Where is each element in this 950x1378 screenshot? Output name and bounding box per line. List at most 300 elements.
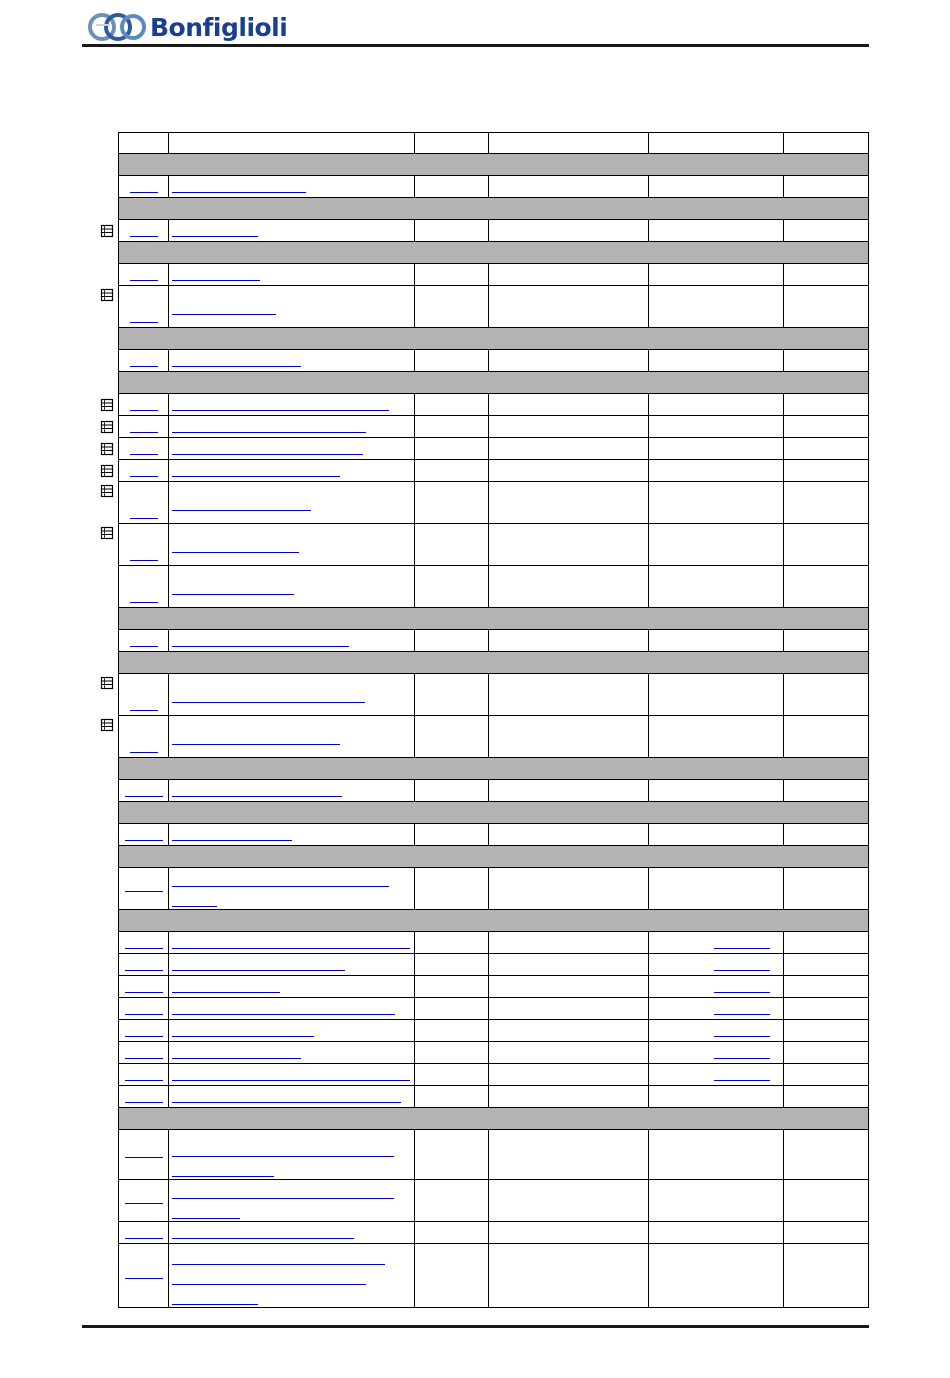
- table-row: [118, 286, 869, 328]
- table-cell: [119, 566, 169, 607]
- table-cell: [649, 932, 784, 953]
- table-cell: [415, 1180, 489, 1221]
- parameter-number-link[interactable]: [130, 280, 158, 281]
- table-cell: [649, 1064, 784, 1085]
- table-cell: [489, 976, 649, 997]
- table-cell: [489, 1244, 649, 1307]
- parameter-name-link[interactable]: [172, 1176, 274, 1177]
- table-cell: [784, 954, 869, 975]
- table-row: [118, 220, 869, 242]
- setting-reference-link[interactable]: [714, 970, 770, 971]
- table-header-row: [118, 132, 869, 154]
- table-cell: [169, 976, 415, 997]
- bonfiglioli-logo-icon: [88, 11, 146, 43]
- parameter-number-link[interactable]: [130, 432, 158, 433]
- table-cell: [119, 954, 169, 975]
- table-cell: [169, 394, 415, 415]
- table-cell: [169, 438, 415, 459]
- table-cell: [784, 1222, 869, 1243]
- table-row: [118, 416, 869, 438]
- parameter-number-link[interactable]: [125, 1102, 163, 1103]
- parameter-number-link[interactable]: [125, 992, 163, 993]
- table-cell: [489, 566, 649, 607]
- parameter-number-link[interactable]: [130, 236, 158, 237]
- parameter-number-link[interactable]: [130, 646, 158, 647]
- parameter-name-link[interactable]: [172, 432, 366, 433]
- table-cell: [415, 1130, 489, 1179]
- table-cell: [415, 1020, 489, 1041]
- parameter-name-link[interactable]: [172, 1238, 354, 1239]
- table-cell: [119, 524, 169, 565]
- parameter-number-link[interactable]: [125, 1278, 163, 1279]
- parameter-name-link[interactable]: [172, 314, 276, 315]
- table-cell: [415, 932, 489, 953]
- table-cell: [119, 133, 169, 153]
- table-cell: [415, 394, 489, 415]
- table-cell: [649, 416, 784, 437]
- table-cell: [784, 976, 869, 997]
- table-cell: [489, 286, 649, 327]
- parameter-name-link[interactable]: [172, 1036, 314, 1037]
- table-cell: [489, 824, 649, 845]
- table-cell: [489, 176, 649, 197]
- parameter-name-link[interactable]: [172, 992, 280, 993]
- parameter-number-link[interactable]: [125, 796, 163, 797]
- parameter-number-link[interactable]: [130, 192, 158, 193]
- table-cell: [169, 1130, 415, 1179]
- table-cell: [489, 1064, 649, 1085]
- table-cell: [169, 1086, 415, 1107]
- parameter-name-link[interactable]: [172, 510, 311, 511]
- table-cell: [119, 1086, 169, 1107]
- table-cell: [119, 1020, 169, 1041]
- table-group-row: [118, 154, 869, 176]
- table-group-row: [118, 652, 869, 674]
- setting-reference-link[interactable]: [714, 992, 770, 993]
- parameter-name-link[interactable]: [172, 1156, 394, 1157]
- table-row: [118, 524, 869, 566]
- setting-reference-link[interactable]: [714, 948, 770, 949]
- table-cell: [649, 1222, 784, 1243]
- data-set-icon: [100, 420, 114, 434]
- parameter-name-link[interactable]: [172, 1284, 366, 1285]
- table-cell: [489, 932, 649, 953]
- data-set-icon: [100, 224, 114, 238]
- table-cell: [169, 133, 415, 153]
- table-cell: [119, 932, 169, 953]
- parameter-name-link[interactable]: [172, 906, 217, 907]
- table-cell: [415, 286, 489, 327]
- table-cell: [169, 932, 415, 953]
- table-group-row: [118, 198, 869, 220]
- table-cell: [489, 954, 649, 975]
- table-cell: [784, 482, 869, 523]
- table-group-row: [118, 608, 869, 630]
- table-cell: [169, 1244, 415, 1307]
- brand-logo: [88, 10, 287, 44]
- table-cell: [489, 438, 649, 459]
- table-cell: [415, 630, 489, 651]
- parameter-name-link[interactable]: [172, 476, 340, 477]
- parameter-table: [118, 132, 869, 1308]
- table-row: [118, 868, 869, 910]
- table-cell: [119, 350, 169, 371]
- parameter-name-link[interactable]: [172, 796, 342, 797]
- table-cell: [489, 630, 649, 651]
- parameter-number-link[interactable]: [130, 476, 158, 477]
- table-cell: [415, 482, 489, 523]
- table-cell: [489, 220, 649, 241]
- table-cell: [784, 780, 869, 801]
- table-row: [118, 176, 869, 198]
- table-cell: [415, 220, 489, 241]
- table-group-row: [118, 758, 869, 780]
- table-cell: [649, 264, 784, 285]
- data-set-icon: [100, 526, 114, 540]
- table-row: [118, 482, 869, 524]
- table-cell: [415, 674, 489, 715]
- table-row: [118, 716, 869, 758]
- table-row: [118, 954, 869, 976]
- table-cell: [784, 824, 869, 845]
- table-cell: [119, 780, 169, 801]
- table-row: [118, 1130, 869, 1180]
- table-cell: [489, 524, 649, 565]
- table-group-row: [118, 242, 869, 264]
- parameter-number-link[interactable]: [125, 948, 163, 949]
- parameter-number-link[interactable]: [125, 1203, 163, 1204]
- table-cell: [169, 1064, 415, 1085]
- table-cell: [784, 438, 869, 459]
- table-cell: [169, 1180, 415, 1221]
- table-cell: [784, 998, 869, 1019]
- table-cell: [169, 286, 415, 327]
- table-cell: [119, 460, 169, 481]
- table-cell: [119, 998, 169, 1019]
- brand-name: Bonfiglioli: [150, 12, 288, 42]
- data-set-icon: [100, 288, 114, 302]
- parameter-number-link[interactable]: [125, 970, 163, 971]
- table-cell: [784, 416, 869, 437]
- table-cell: [649, 976, 784, 997]
- setting-reference-link[interactable]: [714, 1058, 770, 1059]
- table-cell: [784, 674, 869, 715]
- table-cell: [649, 438, 784, 459]
- table-cell: [169, 1042, 415, 1063]
- parameter-number-link[interactable]: [125, 1080, 163, 1081]
- table-cell: [119, 674, 169, 715]
- parameter-number-link[interactable]: [130, 454, 158, 455]
- table-cell: [169, 416, 415, 437]
- parameter-name-link[interactable]: [172, 840, 292, 841]
- setting-reference-link[interactable]: [714, 1080, 770, 1081]
- table-cell: [169, 350, 415, 371]
- data-set-icon: [100, 484, 114, 498]
- table-cell: [649, 566, 784, 607]
- table-cell: [489, 416, 649, 437]
- header-rule: [82, 44, 869, 47]
- table-cell: [489, 1042, 649, 1063]
- table-row: [118, 394, 869, 416]
- table-row: [118, 460, 869, 482]
- table-cell: [119, 1180, 169, 1221]
- parameter-name-link[interactable]: [172, 1264, 385, 1265]
- table-cell: [169, 1222, 415, 1243]
- table-row: [118, 1020, 869, 1042]
- data-set-icon: [100, 718, 114, 732]
- parameter-name-link[interactable]: [172, 410, 389, 411]
- table-cell: [489, 482, 649, 523]
- table-cell: [169, 868, 415, 909]
- table-cell: [415, 460, 489, 481]
- table-cell: [649, 954, 784, 975]
- table-cell: [119, 482, 169, 523]
- table-row: [118, 566, 869, 608]
- table-cell: [169, 176, 415, 197]
- table-cell: [649, 1042, 784, 1063]
- table-cell: [415, 566, 489, 607]
- table-cell: [415, 1222, 489, 1243]
- table-cell: [784, 350, 869, 371]
- table-cell: [119, 1042, 169, 1063]
- table-cell: [119, 220, 169, 241]
- footer-rule: [82, 1325, 869, 1328]
- table-cell: [784, 220, 869, 241]
- setting-reference-link[interactable]: [714, 1036, 770, 1037]
- table-cell: [649, 460, 784, 481]
- table-cell: [784, 286, 869, 327]
- table-row: [118, 998, 869, 1020]
- table-cell: [784, 868, 869, 909]
- table-row: [118, 674, 869, 716]
- table-cell: [169, 220, 415, 241]
- data-set-icon: [100, 398, 114, 412]
- parameter-name-link[interactable]: [172, 1218, 240, 1219]
- parameter-name-link[interactable]: [172, 366, 301, 367]
- data-set-icon: [100, 676, 114, 690]
- table-group-row: [118, 802, 869, 824]
- table-cell: [489, 264, 649, 285]
- table-cell: [649, 674, 784, 715]
- parameter-number-link[interactable]: [125, 1238, 163, 1239]
- table-cell: [119, 630, 169, 651]
- parameter-name-link[interactable]: [172, 552, 299, 553]
- table-cell: [784, 1042, 869, 1063]
- table-cell: [169, 566, 415, 607]
- table-cell: [649, 998, 784, 1019]
- table-cell: [649, 394, 784, 415]
- table-cell: [169, 780, 415, 801]
- table-cell: [649, 1180, 784, 1221]
- table-cell: [415, 524, 489, 565]
- table-row: [118, 1064, 869, 1086]
- parameter-name-link[interactable]: [172, 236, 258, 237]
- table-cell: [169, 630, 415, 651]
- table-cell: [489, 394, 649, 415]
- table-cell: [119, 1222, 169, 1243]
- table-row: [118, 630, 869, 652]
- table-cell: [169, 482, 415, 523]
- parameter-name-link[interactable]: [172, 948, 410, 949]
- table-cell: [784, 524, 869, 565]
- table-cell: [415, 438, 489, 459]
- table-cell: [784, 932, 869, 953]
- parameter-number-link[interactable]: [130, 710, 158, 711]
- parameter-name-link[interactable]: [172, 1014, 395, 1015]
- table-cell: [784, 394, 869, 415]
- table-cell: [169, 264, 415, 285]
- table-cell: [119, 1244, 169, 1307]
- table-cell: [169, 824, 415, 845]
- table-cell: [415, 350, 489, 371]
- table-cell: [649, 176, 784, 197]
- parameter-number-link[interactable]: [130, 602, 158, 603]
- table-row: [118, 1042, 869, 1064]
- parameter-number-link[interactable]: [125, 1058, 163, 1059]
- table-cell: [489, 460, 649, 481]
- parameter-number-link[interactable]: [130, 752, 158, 753]
- table-cell: [119, 976, 169, 997]
- table-row: [118, 824, 869, 846]
- table-cell: [119, 416, 169, 437]
- table-cell: [119, 716, 169, 757]
- table-cell: [784, 176, 869, 197]
- table-cell: [169, 998, 415, 1019]
- table-row: [118, 350, 869, 372]
- table-cell: [649, 1130, 784, 1179]
- table-cell: [649, 1020, 784, 1041]
- table-cell: [415, 1064, 489, 1085]
- table-cell: [489, 1020, 649, 1041]
- data-set-icon: [100, 442, 114, 456]
- table-cell: [119, 868, 169, 909]
- table-cell: [784, 1064, 869, 1085]
- table-cell: [169, 954, 415, 975]
- table-cell: [415, 133, 489, 153]
- parameter-name-link[interactable]: [172, 886, 389, 887]
- parameter-number-link[interactable]: [125, 840, 163, 841]
- parameter-number-link[interactable]: [125, 891, 163, 892]
- parameter-name-link[interactable]: [172, 280, 260, 281]
- table-cell: [415, 1086, 489, 1107]
- table-cell: [649, 350, 784, 371]
- table-group-row: [118, 1108, 869, 1130]
- table-cell: [415, 176, 489, 197]
- parameter-name-link[interactable]: [172, 744, 340, 745]
- table-group-row: [118, 910, 869, 932]
- parameter-number-link[interactable]: [125, 1014, 163, 1015]
- table-group-row: [118, 328, 869, 350]
- table-cell: [489, 1130, 649, 1179]
- table-cell: [415, 998, 489, 1019]
- parameter-number-link[interactable]: [130, 410, 158, 411]
- table-cell: [649, 780, 784, 801]
- table-cell: [649, 868, 784, 909]
- table-cell: [489, 133, 649, 153]
- table-cell: [169, 1020, 415, 1041]
- data-set-icon: [100, 464, 114, 478]
- table-cell: [489, 674, 649, 715]
- parameter-number-link[interactable]: [130, 322, 158, 323]
- table-cell: [784, 1020, 869, 1041]
- table-cell: [784, 1086, 869, 1107]
- table-row: [118, 1244, 869, 1308]
- table-cell: [169, 524, 415, 565]
- parameter-name-link[interactable]: [172, 970, 345, 971]
- table-cell: [415, 264, 489, 285]
- table-cell: [119, 1130, 169, 1179]
- table-cell: [415, 416, 489, 437]
- table-cell: [489, 716, 649, 757]
- table-row: [118, 1222, 869, 1244]
- parameter-name-link[interactable]: [172, 1304, 258, 1305]
- table-row: [118, 780, 869, 802]
- table-cell: [119, 176, 169, 197]
- table-cell: [415, 1244, 489, 1307]
- table-cell: [784, 460, 869, 481]
- table-cell: [649, 133, 784, 153]
- table-row: [118, 1086, 869, 1108]
- table-cell: [415, 954, 489, 975]
- table-cell: [119, 286, 169, 327]
- table-cell: [415, 824, 489, 845]
- parameter-name-link[interactable]: [172, 1198, 394, 1199]
- table-cell: [415, 976, 489, 997]
- table-group-row: [118, 372, 869, 394]
- parameter-name-link[interactable]: [172, 1080, 410, 1081]
- table-cell: [119, 1064, 169, 1085]
- table-cell: [649, 482, 784, 523]
- table-cell: [169, 460, 415, 481]
- table-cell: [489, 1086, 649, 1107]
- table-cell: [169, 674, 415, 715]
- parameter-number-link[interactable]: [130, 560, 158, 561]
- table-cell: [784, 716, 869, 757]
- table-row: [118, 264, 869, 286]
- table-cell: [489, 350, 649, 371]
- table-cell: [415, 780, 489, 801]
- parameter-name-link[interactable]: [172, 192, 306, 193]
- parameter-name-link[interactable]: [172, 454, 363, 455]
- table-cell: [489, 868, 649, 909]
- table-cell: [649, 220, 784, 241]
- table-cell: [649, 286, 784, 327]
- parameter-name-link[interactable]: [172, 646, 349, 647]
- table-cell: [119, 824, 169, 845]
- parameter-name-link[interactable]: [172, 594, 294, 595]
- setting-reference-link[interactable]: [714, 1014, 770, 1015]
- table-cell: [119, 438, 169, 459]
- table-cell: [649, 1244, 784, 1307]
- parameter-number-link[interactable]: [125, 1036, 163, 1037]
- table-cell: [649, 716, 784, 757]
- parameter-name-link[interactable]: [172, 702, 365, 703]
- table-cell: [415, 868, 489, 909]
- parameter-number-link[interactable]: [130, 366, 158, 367]
- parameter-name-link[interactable]: [172, 1102, 401, 1103]
- table-group-row: [118, 846, 869, 868]
- table-cell: [784, 1180, 869, 1221]
- table-cell: [784, 630, 869, 651]
- parameter-number-link[interactable]: [130, 518, 158, 519]
- table-row: [118, 976, 869, 998]
- table-cell: [415, 716, 489, 757]
- parameter-number-link[interactable]: [125, 1157, 163, 1158]
- table-cell: [649, 1086, 784, 1107]
- parameter-name-link[interactable]: [172, 1058, 301, 1059]
- table-cell: [784, 1130, 869, 1179]
- table-cell: [415, 1042, 489, 1063]
